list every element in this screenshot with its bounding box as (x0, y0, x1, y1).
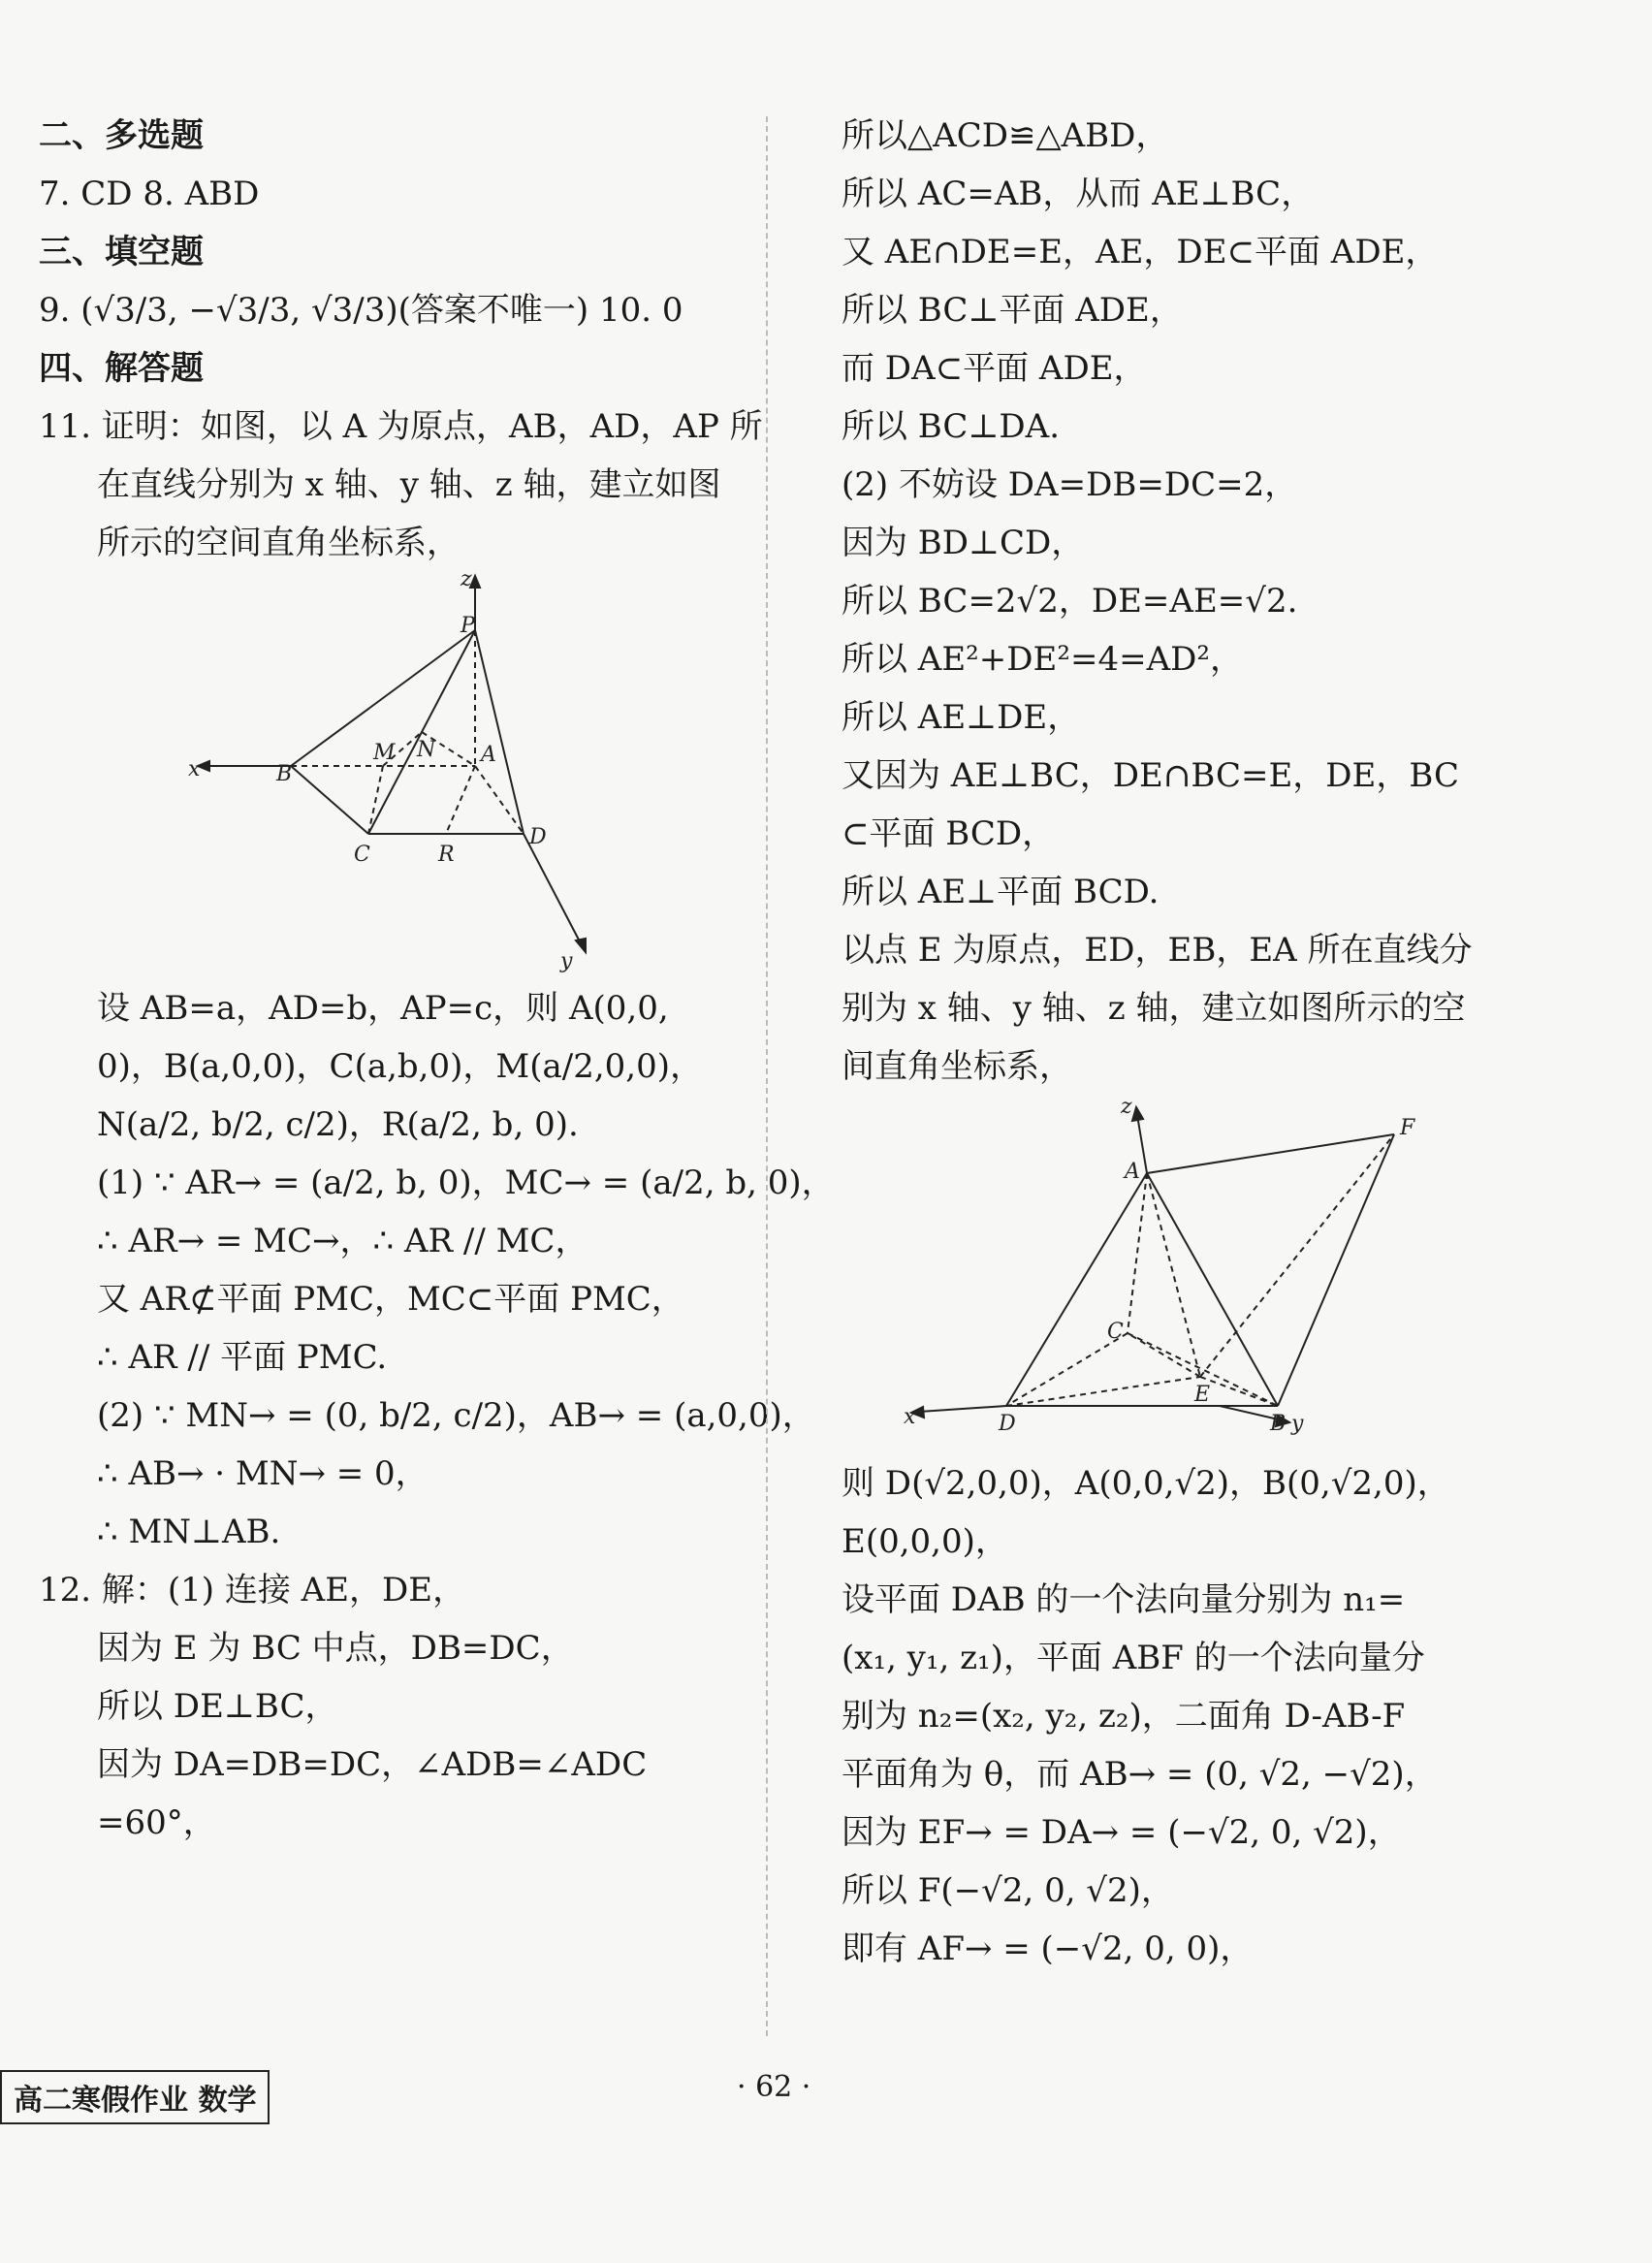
fig1-label-z: z (461, 572, 472, 591)
fig1-label-n: N (417, 738, 436, 762)
text-line: 又 AE∩DE=E，AE，DE⊂平面 ADE， (842, 233, 1439, 271)
fig1-label-r: R (438, 843, 455, 867)
left-column (39, 107, 835, 1852)
text-line: ∴ MN⊥AB. (97, 1513, 281, 1551)
fig1-label-y: y (560, 949, 573, 973)
text-line: (1) ∵ AR→ = (a/2, b, 0)，MC→ = (a/2, b, 0)， (97, 1163, 835, 1202)
text-line: 又 AR⊄平面 PMC，MC⊂平面 PMC， (97, 1280, 684, 1319)
text-line: E(0,0,0)， (842, 1522, 1008, 1561)
text-line: 以点 E 为原点，ED，EB，EA 所在直线分 (842, 931, 1473, 970)
fig1-label-p: P (461, 614, 475, 638)
text-line: 所以 AE⊥平面 BCD. (842, 873, 1160, 911)
text-line: ∴ AR→ = MC→，∴ AR // MC， (97, 1222, 588, 1260)
fig1-label-m: M (373, 741, 396, 765)
fig1-label-x: x (188, 757, 201, 781)
text-line: 所示的空间直角坐标系， (97, 524, 460, 562)
text-line: 所以 BC⊥DA. (842, 407, 1061, 446)
text-line: 因为 EF→ = DA→ = (−√2, 0, √2)， (842, 1813, 1401, 1852)
text-line: 则 D(√2,0,0)，A(0,0,√2)，B(0,√2,0)， (842, 1464, 1450, 1503)
fig2-label-z: z (1121, 1096, 1132, 1119)
text-line: 所以 F(−√2, 0, √2)， (842, 1871, 1174, 1910)
fig2-label-f: F (1400, 1116, 1415, 1140)
text-line: 因为 DA=DB=DC，∠ADB=∠ADC (97, 1745, 648, 1784)
text-line: 12. 解：(1) 连接 AE，DE， (39, 1571, 466, 1610)
text-line: 所以 DE⊥BC， (97, 1687, 338, 1726)
fig1-label-c: C (354, 843, 370, 867)
text-line: 间直角坐标系， (842, 1047, 1072, 1086)
text-line: 9. (√3/3, −√3/3, √3/3)(答案不唯一) 10. 0 (39, 291, 683, 330)
text-line: 平面角为 θ，而 AB→ = (0, √2, −√2)， (842, 1755, 1438, 1794)
fig1-label-b: B (276, 762, 293, 786)
text-line: 所以 BC=2√2，DE=AE=√2. (842, 582, 1298, 621)
fig2-label-e: E (1194, 1383, 1211, 1407)
text-line: 7. CD 8. ABD (39, 175, 260, 213)
section-heading: 三、填空题 (39, 233, 204, 271)
fig2-label-d: D (999, 1412, 1016, 1436)
text-line: 所以 BC⊥平面 ADE， (842, 291, 1183, 330)
text-line: 所以 AE²+DE²=4=AD²， (842, 640, 1244, 679)
text-line: 所以 AC=AB，从而 AE⊥BC， (842, 175, 1315, 213)
fig1-label-d: D (529, 825, 547, 849)
text-line: 因为 BD⊥CD， (842, 524, 1085, 562)
text-line: 别为 n₂=(x₂, y₂, z₂)，二面角 D-AB-F (842, 1697, 1406, 1736)
text-line: 而 DA⊂平面 ADE， (842, 349, 1147, 388)
text-line: ⊂平面 BCD， (842, 814, 1056, 853)
fig2-label-c: C (1107, 1320, 1124, 1344)
text-line: 设平面 DAB 的一个法向量分别为 n₁= (842, 1580, 1406, 1619)
text-line: 设 AB=a，AD=b，AP=c，则 A(0,0, (97, 989, 669, 1028)
text-line: N(a/2, b/2, c/2)，R(a/2, b, 0). (97, 1105, 579, 1144)
fig2-label-b: B (1270, 1412, 1287, 1436)
fig2-label-x: x (904, 1405, 916, 1429)
text-line: 0)，B(a,0,0)，C(a,b,0)，M(a/2,0,0)， (97, 1047, 703, 1086)
text-line: =60°， (97, 1803, 216, 1842)
text-line: 所以 AE⊥DE， (842, 698, 1081, 737)
section-heading: 四、解答题 (39, 349, 204, 388)
text-line: ∴ AR // 平面 PMC. (97, 1338, 388, 1377)
right-column (842, 107, 1617, 1978)
text-line: 11. 证明：如图，以 A 为原点，AB，AD，AP 所 (39, 407, 763, 446)
figure-pyramid-pabcd (184, 572, 669, 979)
fig2-label-y: y (1291, 1412, 1304, 1436)
text-line: (2) 不妨设 DA=DB=DC=2， (842, 465, 1298, 504)
page-number: · 62 · (737, 2070, 811, 2104)
figure-tetrahedron-abcd (900, 1096, 1443, 1454)
text-line: 在直线分别为 x 轴、y 轴、z 轴，建立如图 (97, 465, 721, 504)
footer-title: 高二寒假作业 数学 (0, 2070, 270, 2124)
fig1-label-a: A (481, 743, 496, 767)
fig2-label-a: A (1125, 1160, 1140, 1184)
text-line: 别为 x 轴、y 轴、z 轴，建立如图所示的空 (842, 989, 1466, 1028)
text-line: (x₁, y₁, z₁)，平面 ABF 的一个法向量分 (842, 1639, 1425, 1677)
column-divider (766, 116, 768, 2036)
section-heading: 二、多选题 (39, 116, 204, 155)
text-line: (2) ∵ MN→ = (0, b/2, c/2)，AB→ = (a,0,0)， (97, 1396, 815, 1435)
text-line: 即有 AF→ = (−√2, 0, 0)， (842, 1929, 1254, 1968)
text-line: 又因为 AE⊥BC，DE∩BC=E，DE，BC (842, 756, 1460, 795)
text-line: ∴ AB→ · MN→ = 0， (97, 1454, 429, 1493)
text-line: 因为 E 为 BC 中点，DB=DC， (97, 1629, 574, 1668)
text-line: 所以△ACD≌△ABD， (842, 116, 1169, 155)
